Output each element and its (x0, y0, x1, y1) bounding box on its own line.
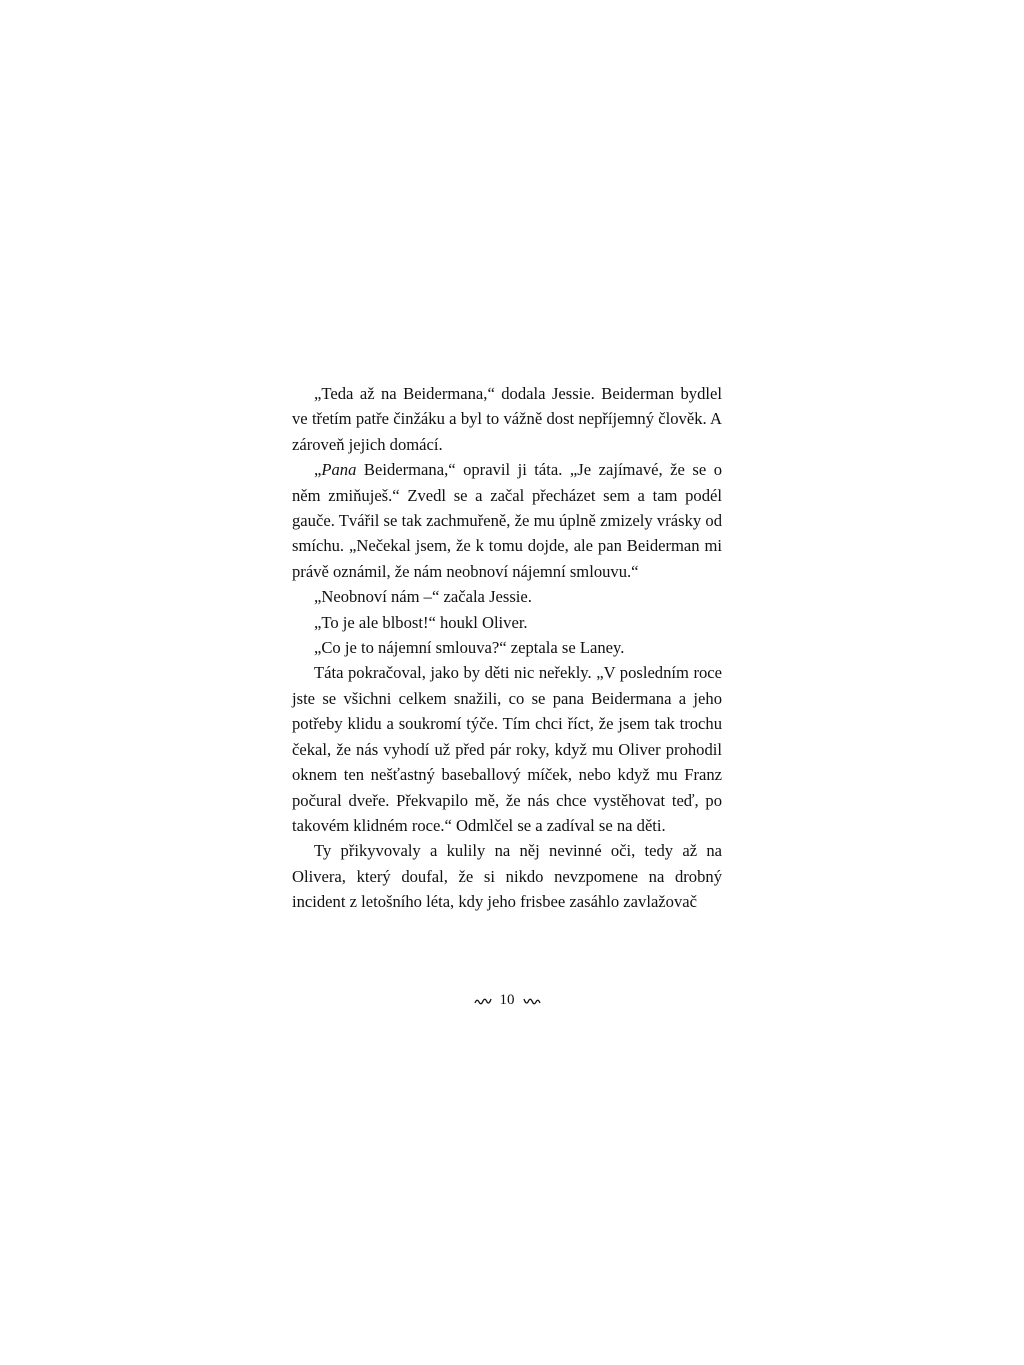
paragraph-2-rest: Beidermana,“ opravil ji táta. „Je zajímavé, že se o něm zmiňuješ.“ Zvedl se a začal přecházet sem a tam podél gauče. Tvářil se tak zachmuřeně, že mu úplně zmizely vrásky od smíchu. „Nečekal jsem, že k tomu dojde, ale pan Beiderman mi právě oznámil, že nám neobnoví nájemní smlouvu.“ (292, 460, 722, 581)
paragraph-3: „Neobnoví nám –“ začala Jessie. (314, 587, 532, 607)
squiggle-right-icon (523, 996, 541, 1006)
paragraph-4: „To je ale blbost!“ houkl Oliver. (314, 612, 528, 632)
emphasis-word: Pana (321, 460, 357, 480)
page-footer (292, 992, 722, 1009)
paragraph-1: „Teda až na Beidermana,“ dodala Jessie. Beiderman bydlel ve třetím patře činžáku a byl to vážně dost nepříjemný člověk. A zároveň jejich domácí. (292, 384, 722, 454)
paragraph-2 (292, 457, 722, 584)
paragraph-5: „Co je to nájemní smlouva?“ zeptala se Laney. (314, 638, 625, 658)
squiggle-left-icon (474, 996, 492, 1006)
body-text (292, 381, 722, 915)
paragraph-7: Ty přikyvovaly a kulily na něj nevinné oči, tedy až na Olivera, který doufal, že si nikdo nevzpomene na drobný incident z letošního léta, kdy jeho frisbee zasáhlo zavlažovač (292, 841, 722, 912)
paragraph-6: Táta pokračoval, jako by děti nic neřekly. „V posledním roce jste se všichni celkem snažili, co se pana Beidermana a jeho potřeby klidu a soukromí týče. Tím chci říct, že jsem tak trochu čekal, že nás vyhodí už před pár roky, když mu Oliver prohodil oknem ten nešťastný baseballový míček, nebo když mu Franz počural dveře. Překvapilo mě, že nás chce vystěhovat teď, po takovém klidném roce.“ Odmlčel se a zadíval se na děti. (292, 663, 722, 835)
opening-quote: „ (314, 460, 322, 480)
page-number: 10 (499, 992, 515, 1008)
